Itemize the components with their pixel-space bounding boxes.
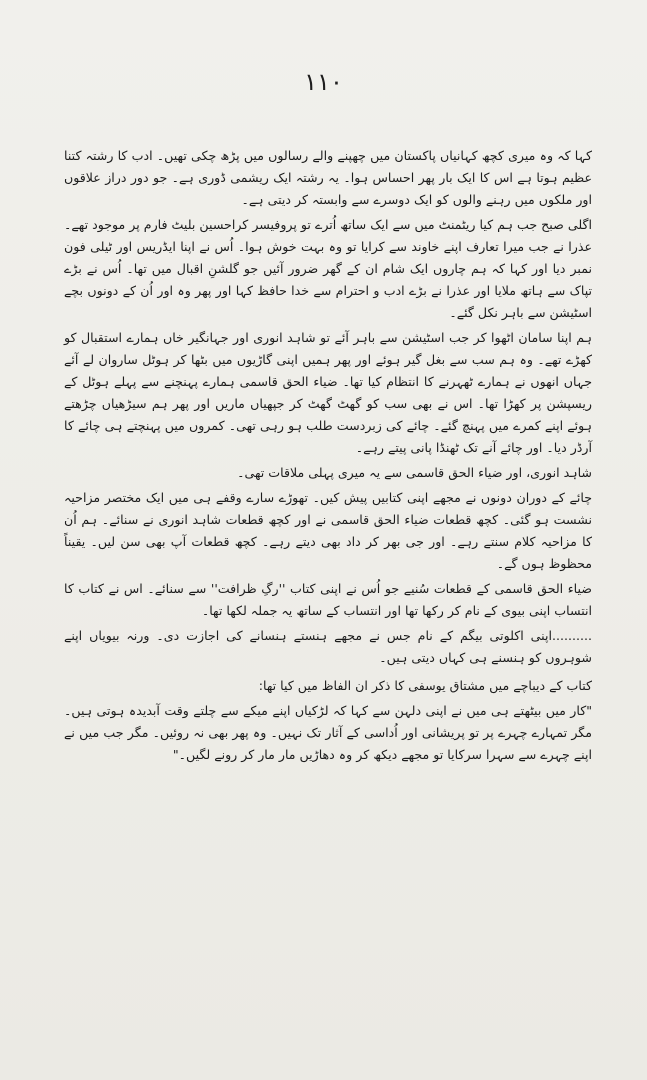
paragraph-9-quote: "کار میں بیٹھتے ہی میں نے اپنی دلہن سے کہا کہ لڑکیاں اپنے میکے سے چلتے وقت آبدیدہ ہوتی ہیں۔ مگر تمہارے چہرے پر تو پریشانی اور اُداسی کے آثار تک نہیں۔ وہ پھر بھی نہ روئیں۔ مگر جب میں نے اپنے چہرے سے سہرا سرکایا تو مجھے دیکھ کر وہ دھاڑیں مار مار کر رونے لگیں۔" xyxy=(64,703,592,762)
paragraph-5: چائے کے دوران دونوں نے مجھے اپنی کتابیں پیش کیں۔ تھوڑے سارے وقفے ہی میں ایک مختصر مزاحیہ نشست ہو گئی۔ کچھ قطعات ضیاء الحق قاسمی نے اور کچھ قطعات شاہد انوری نے سنائے۔ ہم اُن کا مزاحیہ کلام سنتے رہے۔ اور جی بھر کر داد بھی دیتے رہے۔ کچھ قطعات آپ بھی سن لیں۔ یقیناً محظوظ ہوں گے۔ xyxy=(64,490,592,571)
paragraph-6: ضیاء الحق قاسمی کے قطعات سُنیے جو اُس نے اپنی کتاب ''رگِ ظرافت'' سے سنائے۔ اس نے کتاب کا انتساب اپنی بیوی کے نام کر رکھا تھا اور انتساب کے ساتھ یہ جملہ لکھا تھا۔ xyxy=(64,581,592,618)
paragraph-4: شاہد انوری، اور ضیاء الحق قاسمی سے یہ میری پہلی ملاقات تھی۔ xyxy=(237,465,592,480)
paragraph-8: کتاب کے دیباچے میں مشتاق یوسفی کا ذکر ان الفاظ میں کیا تھا: xyxy=(258,678,592,693)
page-number: ۱۱۰ xyxy=(304,68,343,96)
paragraph-1: کہا کہ وہ میری کچھ کہانیاں پاکستان میں چھپنے والے رسالوں میں پڑھ چکی تھیں۔ ادب کا رشتہ کتنا عظیم ہوتا ہے اس کا ایک بار پھر احساس ہوا۔ یہ رشتہ ایک ریشمی ڈوری ہے۔ جو دور دراز علاقوں اور ملکوں میں رہنے والوں کو ایک دوسرے سے وابستہ کر دیتی ہے۔ xyxy=(64,148,592,207)
page-text-body xyxy=(64,145,592,766)
paragraph-2: اگلی صبح جب ہم کیا ریٹمنٹ میں سے ایک ساتھ اُترے تو پروفیسر کراحسین بلیٹ فارم پر موجود تھے۔ عذرا نے جب میرا تعارف اپنے خاوند سے کرایا تو وہ بہت خوش ہوا۔ اُس نے اپنا ایڈریس اور ٹیلی فون نمبر دیا اور کہا کہ ہم چاروں ایک شام ان کے گھر ضرور آئیں جو گلشنِ اقبال میں تھا۔ اُس نے بڑے تپاک سے ہاتھ ملایا اور عذرا نے بڑے ادب و احترام سے خدا حافظ کہا اور پھر وہ اور اُن کے دونوں بچے اسٹیشن سے باہر نکل گئے۔ xyxy=(64,217,592,320)
paragraph-7: ..........اپنی اکلوتی بیگم کے نام جس نے مجھے ہنستے ہنسانے کی اجازت دی۔ ورنہ بیویاں اپنے شوہروں کو ہنسنے ہی کہاں دیتی ہیں۔ xyxy=(64,628,592,665)
paragraph-3: ہم اپنا سامان اٹھوا کر جب اسٹیشن سے باہر آئے تو شاہد انوری اور جہانگیر خاں ہمارے استقبال کو کھڑے تھے۔ وہ ہم سب سے بغل گیر ہوئے اور پھر ہمیں اپنی گاڑیوں میں بٹھا کر ہوٹل ساروان لے آئے جہاں انھوں نے ہمارے ٹھہرنے کا انتظام کیا تھا۔ ضیاء الحق قاسمی ہمارے پہنچنے سے پہلے ہوٹل کے ریسپشن پر کھڑا تھا۔ اس نے بھی سب کو گھٹ گھٹ کر جپھیاں ماریں اور پھر ہم سیڑھیاں چڑھتے ہوئے اپنے کمرے میں پہنچ گئے۔ چائے کی زبردست طلب ہو رہی تھی۔ کمروں میں پہنچتے ہی چائے کا آرڈر دیا۔ اور چائے آنے تک ٹھنڈا پانی پیتے رہے۔ xyxy=(64,330,592,455)
